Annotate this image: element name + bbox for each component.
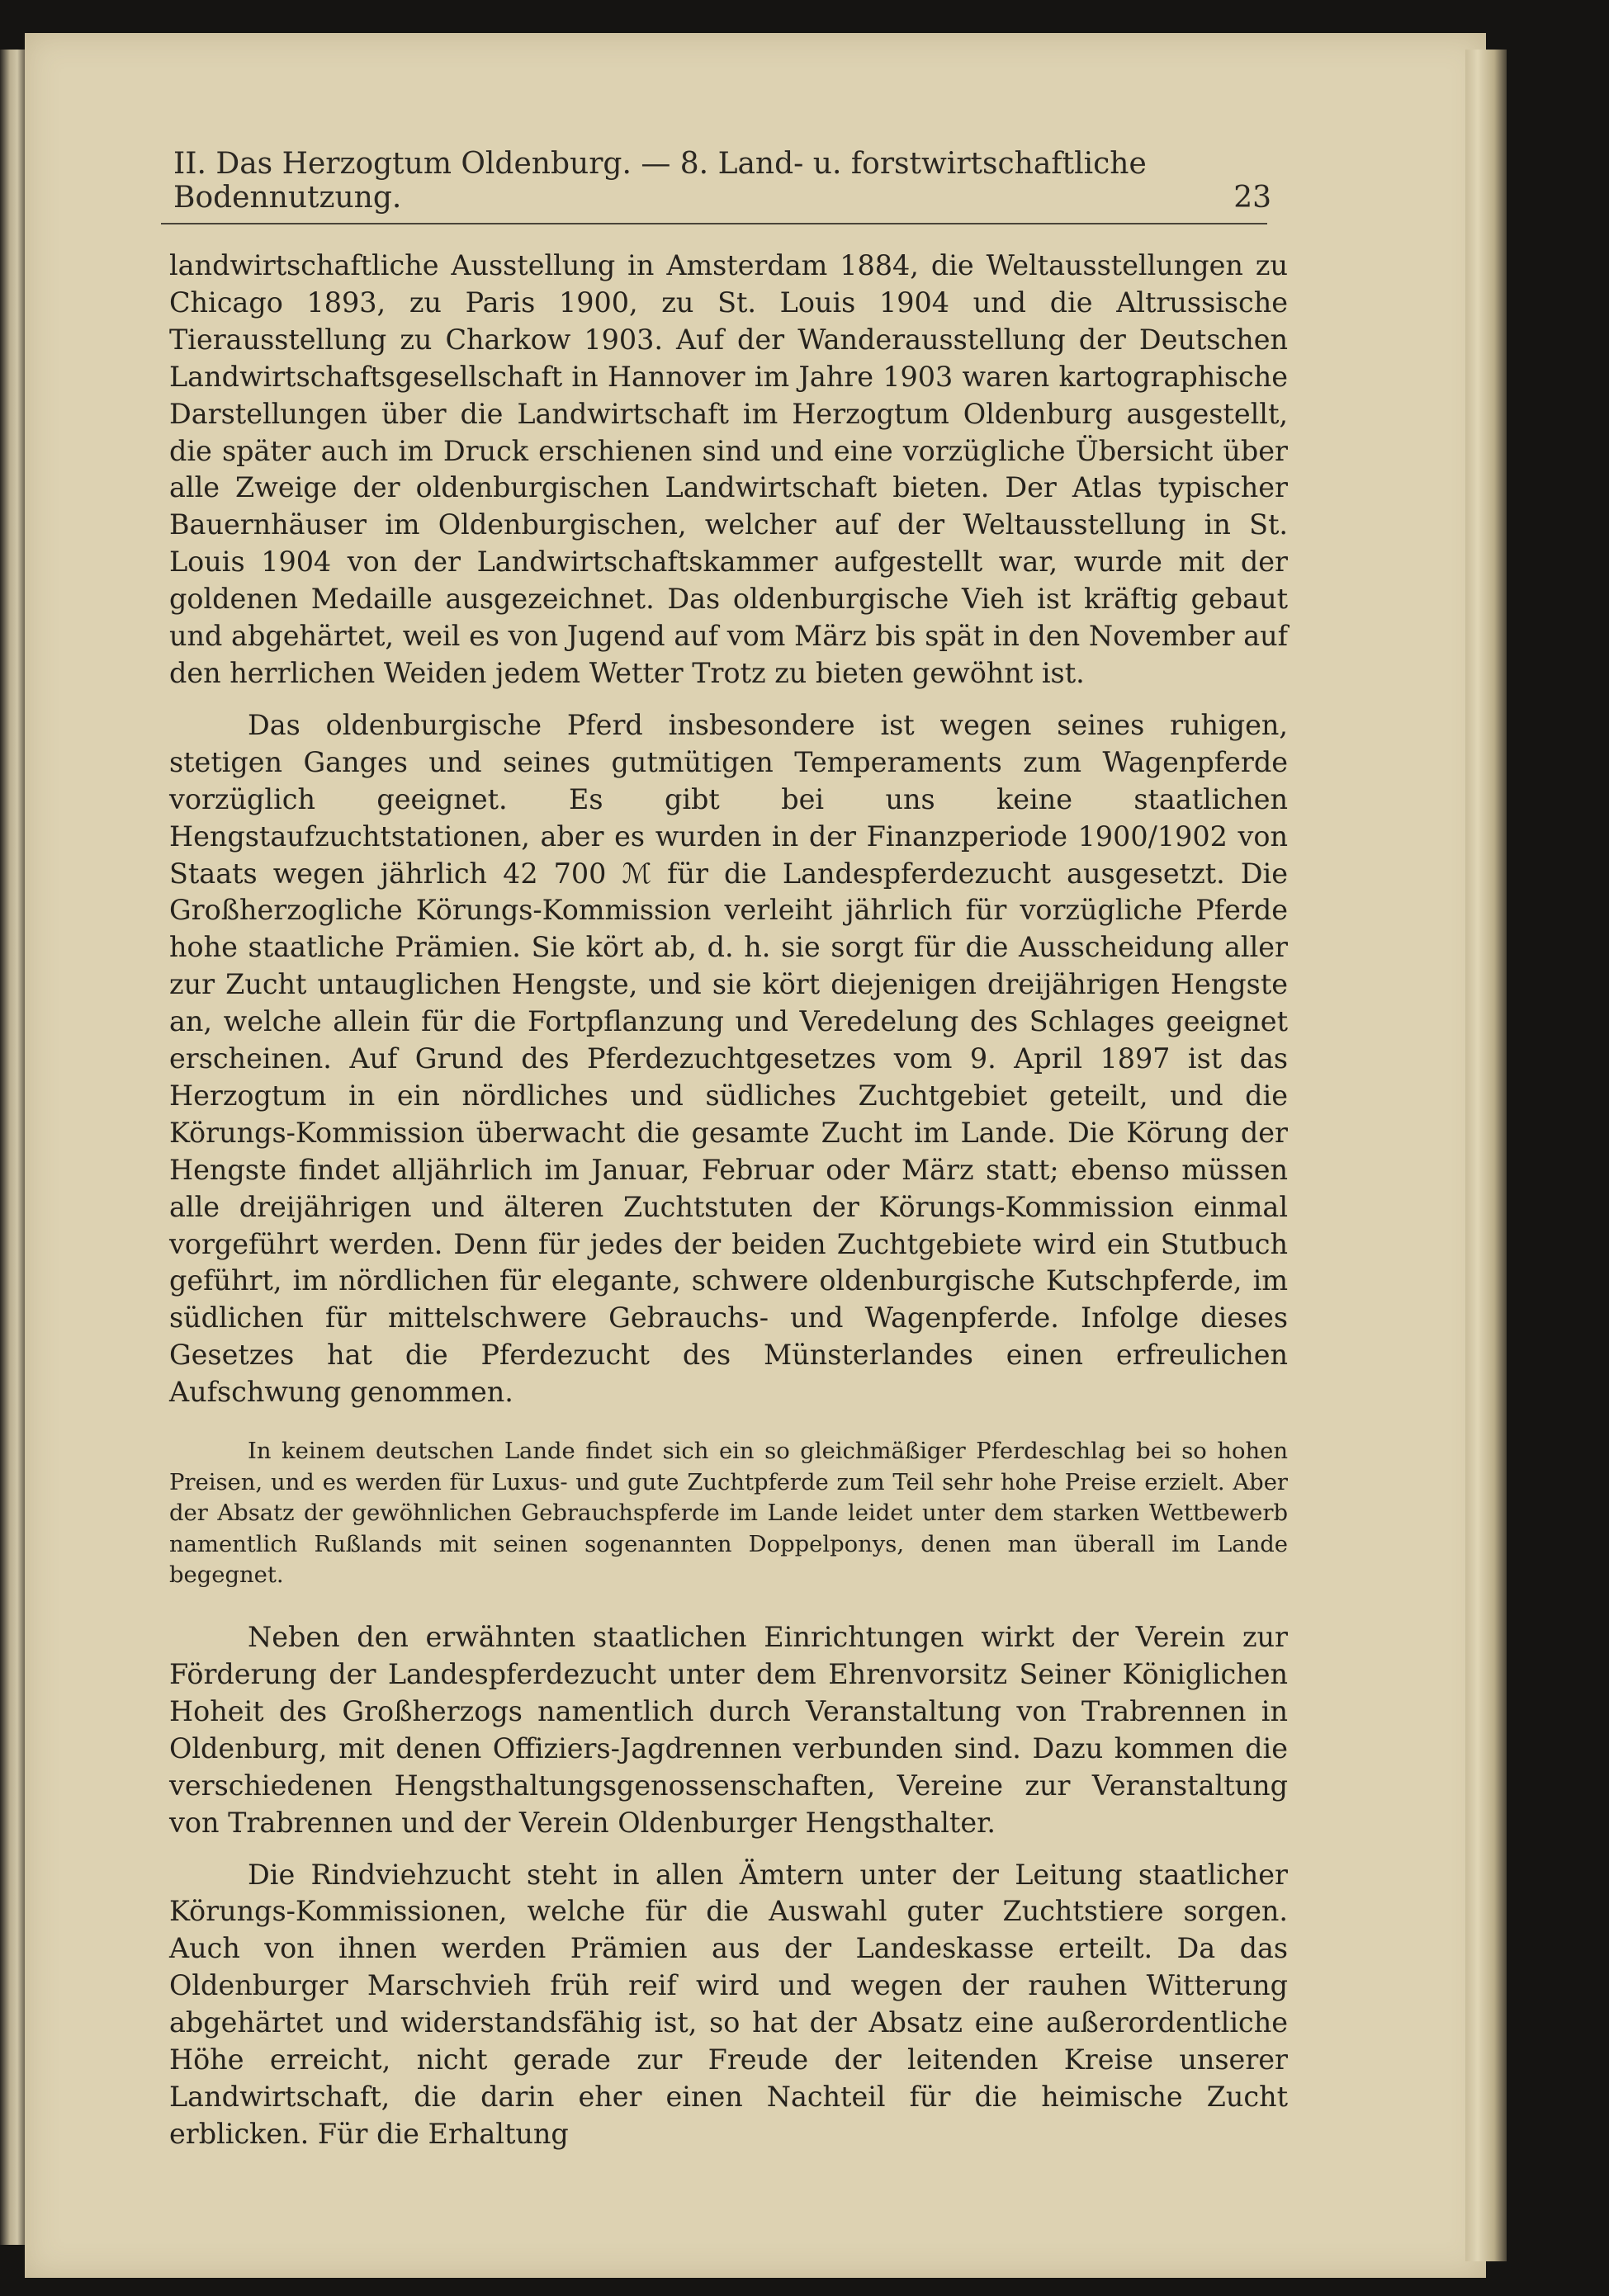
- running-head-title: II. Das Herzogtum Oldenburg. — 8. Land- u. forstwirtschaftliche Bodennutzung.: [173, 147, 1147, 215]
- header-rule: [161, 223, 1267, 224]
- paragraph-associations: Neben den erwähnten staatlichen Einrichtungen wirkt der Verein zur Förderung der Landespferdezucht unter dem Ehrenvorsitz Seiner Königlichen Hoheit des Großherzogs namentlich durch Veranstaltung von Trabrennen in Oldenburg, mit denen Offiziers-Jagdrennen verbunden sind. Dazu kommen die verschiedenen Hengsthaltungsgenossenschaften, Vereine zur Veranstaltung von Trabrennen und der Verein Oldenburger Hengsthalter.: [169, 1621, 1288, 1839]
- page-fore-edge: [1465, 50, 1507, 2261]
- paragraph-cattle-breeding: Die Rindviehzucht steht in allen Ämtern unter der Leitung staatlicher Körungs-Kommissionen, welche für die Auswahl guter Zuchtstiere sorgen. Auch von ihnen werden Prämien aus der Landeskasse erteilt. Da das Oldenburger Marschvieh früh reif wird und wegen der rauhen Witterung abgehärtet und widerstandsfähig ist, so hat der Absatz eine außerordentliche Höhe erreicht, nicht gerade zur Freude der leitenden Kreise unserer Landwirtschaft, die darin eher einen Nachteil für die heimische Zucht erblicken. Für die Erhaltung: [169, 1858, 1288, 2150]
- paragraph-horse-breeding: Das oldenburgische Pferd insbesondere ist wegen seines ruhigen, stetigen Ganges und seines gutmütigen Temperaments zum Wagenpferde vorzüglich geeignet. Es gibt bei uns keine staatlichen Hengstaufzuchtstationen, aber es wurden in der Finanzperiode 1900/1902 von Staats wegen jährlich 42 700 ℳ für die Landespferdezucht ausgesetzt. Die Großherzogliche Körungs-Kommission verleiht jährlich für vorzügliche Pferde hohe staatliche Prämien. Sie kört ab, d. h. sie sorgt für die Ausscheidung aller zur Zucht untauglichen Hengste, und sie kört diejenigen dreijährigen Hengste an, welche allein für die Fortpflanzung und Veredelung des Schlages geeignet erscheinen. Auf Grund des Pferdezuchtgesetzes vom 9. April 1897 ist das Herzogtum in ein nördliches und südliches Zuchtgebiet geteilt, und die Körungs-Kommission überwacht die gesamte Zucht im Lande. Die Körung der Hengste findet alljährlich im Januar, Februar oder März statt; ebenso müssen alle dreijährigen und älteren Zuchtstuten der Körungs-Kommission einmal vorgeführt werden. Denn für jedes der beiden Zuchtgebiete wird ein Stutbuch geführt, im nördlichen für elegante, schwere oldenburgische Kutschpferde, im südlichen für mittelschwere Gebrauchs- und Wagenpferde. Infolge dieses Gesetzes hat die Pferdezucht des Münsterlandes einen erfreulichen Aufschwung genommen.: [169, 708, 1288, 1409]
- paragraph-exhibitions: landwirtschaftliche Ausstellung in Amsterdam 1884, die Weltausstellungen zu Chicago 1893, zu Paris 1900, zu St. Louis 1904 und die Altrussische Tierausstellung zu Charkow 1903. Auf der Wanderausstellung der Deutschen Landwirtschaftsgesellschaft in Hannover im Jahre 1903 waren kartographische Darstellungen über die Landwirtschaft im Herzogtum Oldenburg ausgestellt, die später auch im Druck erschienen sind und eine vorzügliche Übersicht über alle Zweige der oldenburgischen Landwirtschaft bieten. Der Atlas typischer Bauernhäuser im Oldenburgischen, welcher auf der Weltausstellung in St. Louis 1904 von der Landwirtschaftskammer aufgestellt war, wurde mit der goldenen Medaille ausgezeichnet. Das oldenburgische Vieh ist kräftig gebaut und abgehärtet, weil es von Jugend auf vom März bis spät in den November auf den herrlichen Weiden jedem Wetter Trotz zu bieten gewöhnt ist.: [169, 249, 1288, 689]
- paragraph-note-prices: In keinem deutschen Lande findet sich ein so gleichmäßiger Pferdeschlag bei so hohen Preisen, und es werden für Luxus- und gute Zuchtpferde zum Teil sehr hohe Preise erzielt. Aber der Absatz der gewöhnlichen Gebrauchspferde im Lande leidet unter dem starken Wettbewerb namentlich Rußlands mit seinen sogenannten Doppelponys, denen man überall im Lande begegnet.: [169, 1439, 1288, 1589]
- running-head: [173, 147, 1271, 215]
- page-number: 23: [1233, 181, 1271, 215]
- body-text: [169, 248, 1288, 2153]
- facing-page-edge: [0, 50, 25, 2245]
